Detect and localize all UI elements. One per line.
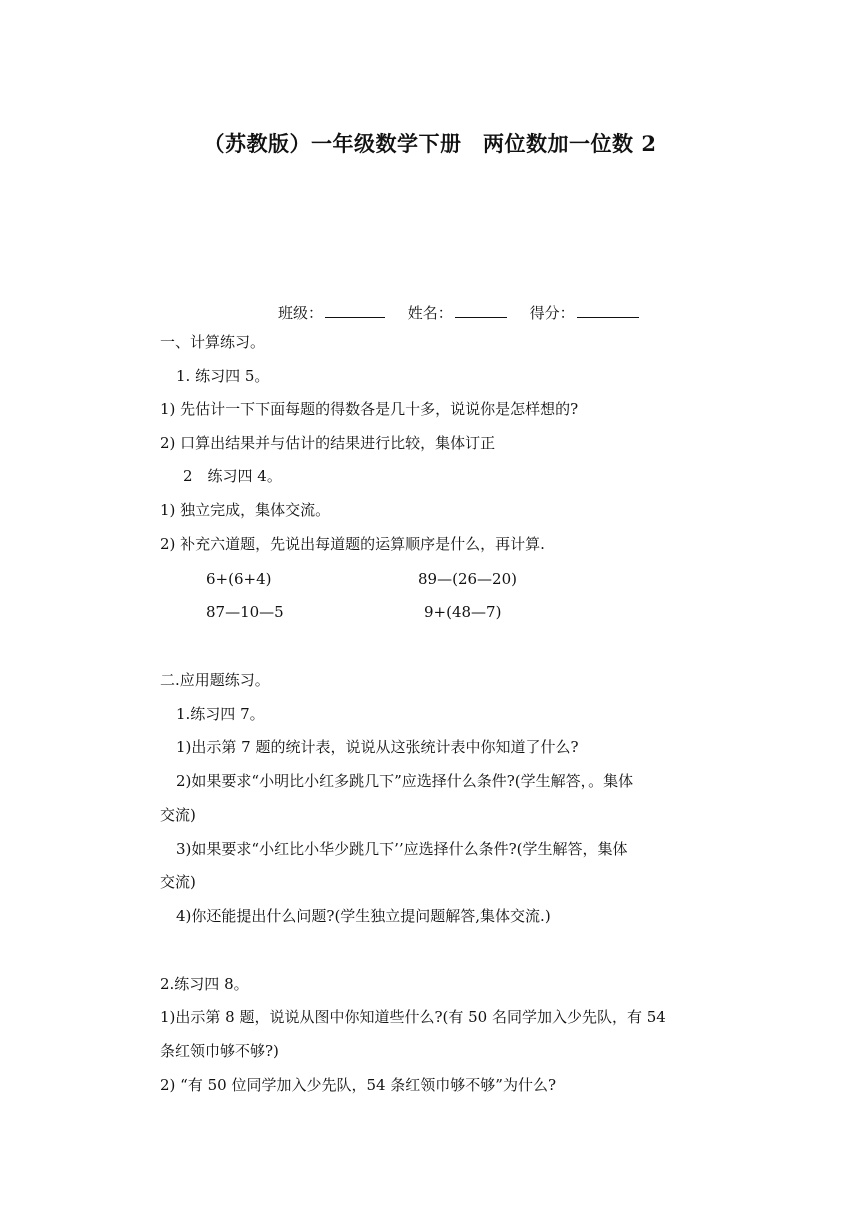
section1-heading: 一、计算练习。 xyxy=(160,333,266,351)
class-blank xyxy=(325,303,385,318)
class-label: 班级： xyxy=(278,304,324,322)
score-label: 得分： xyxy=(529,304,575,322)
score-blank xyxy=(577,303,639,318)
section1-item2-step-1: 1) 独立完成，集体交流。 xyxy=(160,501,331,519)
expression-4: 9+(48—7) xyxy=(424,603,502,621)
section2-item1-line-5: 交流) xyxy=(160,873,196,891)
section2-item1-line-4: 3)如果要求“小红比小华少跳几下’’应选择什么条件?(学生解答，集体 xyxy=(176,840,628,858)
section1-item2-title: 2 练习四 4。 xyxy=(183,467,282,485)
expression-1: 6+(6+4) xyxy=(206,570,272,588)
section2-item1-line-6: 4)你还能提出什么问题?(学生独立提问题解答,集体交流.) xyxy=(176,907,551,925)
document-title: （苏教版）一年级数学下册 两位数加一位数 2 xyxy=(203,131,657,156)
section2-item1-line-1: 1)出示第 7 题的统计表，说说从这张统计表中你知道了什么? xyxy=(176,738,579,756)
expression-3: 87—10—5 xyxy=(206,603,284,621)
name-label: 姓名： xyxy=(407,304,453,322)
expression-2: 89—(26—20) xyxy=(418,570,517,588)
section2-item2-line-1: 1)出示第 8 题，说说从图中你知道些什么?(有 50 名同学加入少先队，有 54 xyxy=(160,1008,666,1026)
section2-item2-line-2: 条红领巾够不够?) xyxy=(160,1042,279,1060)
name-blank xyxy=(455,303,507,318)
section2-item1-line-2: 2)如果要求“小明比小红多跳几下”应选择什么条件?(学生解答，。集体 xyxy=(176,772,634,790)
student-info-row xyxy=(278,302,657,323)
section2-heading: 二.应用题练习。 xyxy=(160,671,270,689)
section2-item1-line-3: 交流) xyxy=(160,806,196,824)
section2-item1-title: 1.练习四 7。 xyxy=(176,705,265,723)
score-field xyxy=(530,302,639,323)
class-field xyxy=(278,302,385,323)
section1-item2-step-2: 2) 补充六道题，先说出每道题的运算顺序是什么，再计算. xyxy=(160,535,545,553)
section2-item2-line-3: 2) “有 50 位同学加入少先队，54 条红领巾够不够”为什么? xyxy=(160,1076,557,1094)
section1-item1-title: 1. 练习四 5。 xyxy=(176,367,270,385)
section1-item1-step-1: 1) 先估计一下下面每题的得数各是几十多，说说你是怎样想的? xyxy=(160,400,579,418)
section1-item1-step-2: 2) 口算出结果并与估计的结果进行比较，集体订正 xyxy=(160,434,496,452)
section2-item2-title: 2.练习四 8。 xyxy=(160,975,249,993)
name-field xyxy=(408,302,507,323)
